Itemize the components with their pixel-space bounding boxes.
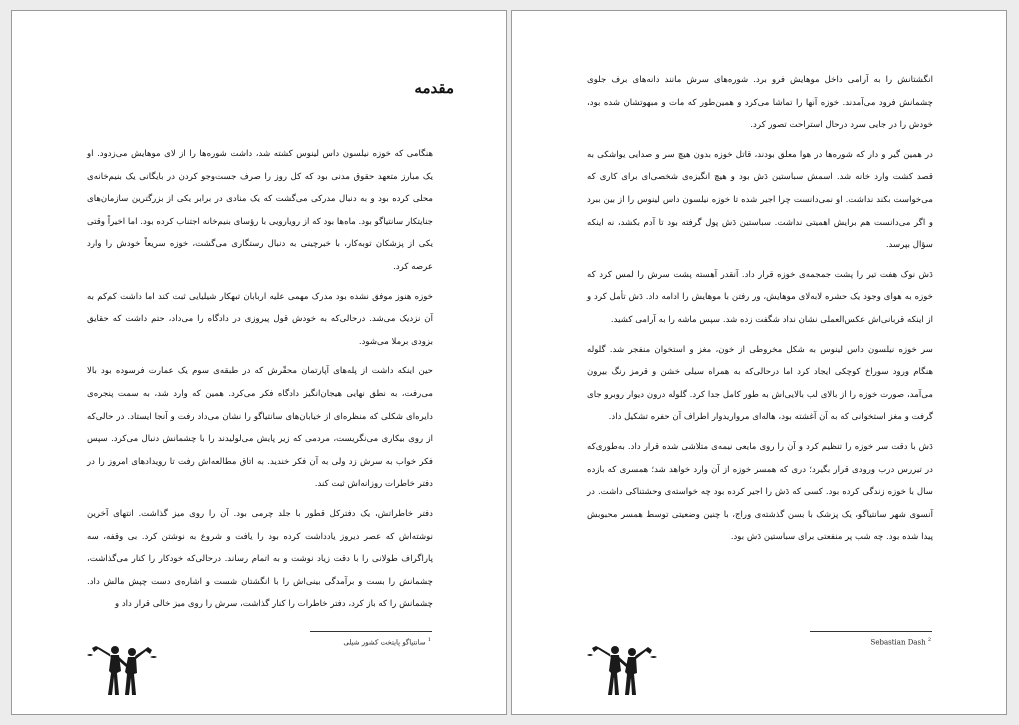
page-left: [11, 10, 507, 715]
paragraph: خوزه هنوز موفق نشده بود مدرک مهمی علیه اربابان تبهکار شیلیایی ثبت کند اما داشت کم‌کم به آن نزدیک می‌شد. درحالی‌که به خودش قول پیروزی در دادگاه را می‌داد، حتم داشت که حقایق بزودی برملا می‌شود.: [87, 291, 433, 347]
paragraph: انگشتانش را به آرامی داخل موهایش فرو برد. شوره‌های سرش مانند دانه‌های برف جلوی چشمانش فرود می‌آمدند. خوزه آنها را تماشا می‌کرد و همین‌طور که مات و مبهوتشان شده بود، خودش را در جایی سرد درحال استراحت تصور کرد.: [587, 75, 933, 131]
left-body-text: [87, 143, 433, 623]
right-body-text: [587, 69, 933, 556]
footnote-mark: 1: [427, 637, 431, 643]
paragraph: هنگامی که خوزه نیلسون داس لینوس کشته شد، داشت شوره‌ها را از لای موهایش می‌زدود. او یک مبارز متعهد حقوق مدنی بود که کل روز را صرف جست‌وجو کردن در بایگانی یک بنیم‌خانه‌ی محلی کرده بود و به دنبال مدرکی می‌گشت که یک منادی در برابر یکی از بزرگترین سازمان‌های جنایتکار سانتیاگو بود. ماه‌ها بود که از رویارویی با رؤسای بنیم‌خانه اجتناب کرده بود. اما اخیراً وقتی یکی از پزشکان توبه‌کار، با خبرچینی به دنبال رستگاری می‌گشت، خوزه سریعاً خودش را وارد عرصه کرد.: [87, 149, 433, 272]
paragraph: دَش نوک هفت تیر را پشت جمجمه‌ی خوزه قرار داد. آنقدر آهسته پشت سرش را لمس کرد که خوزه به هوای وجود یک حشره لابه‌لای موهایش، ور رفتن با موهایش را ادامه داد. دَش تأمل کرد و از اینکه قربانی‌اش عکس‌العملی نشان نداد شگفت زده شد. سپس ماشه را به آرامی کشید.: [587, 269, 933, 325]
paragraph: دفتر خاطراتش، یک دفترکل قطور با جلد چرمی بود. آن را روی میز گذاشت. انتهای آخرین نوشته‌اش که عصر دیروز یادداشت کرده بود را یافت و شروع به نوشتن کرد. بی وقفه، سه پاراگراف طولانی را با دقت زیاد نوشت و به اتمام رساند. درحالی‌که خودکار را کنار می‌گذاشت، چشمانش را بست و برآمدگی بینی‌اش را با انگشتان شست و اشاره‌ی دست چپش مالش داد. چشمانش را که باز کرد، دفتر خاطرات را کنار گذاشت، سرش را روی میز خالی قرار داد و: [87, 508, 433, 610]
paragraph: در همین گیر و دار که شوره‌ها در هوا معلق بودند، قاتل خوزه بدون هیچ سر و صدایی یواشکی به قصد کشت وارد خانه شد. اسمش سباستین دَش بود و هیچ انگیزه‌ی شخصی‌ای برای کاری که می‌خواست بکند نداشت. او نمی‌دانست چرا اجیر شده تا خوزه نیلسون داس لینوس را از بین ببرد و اگر می‌دانست هم برایش اهمیتی نداشت. سباستین دَش پول گرفته بود تا آدم بکشد، نه اینکه سؤال بپرسد.: [587, 149, 933, 251]
footnote-text: سانتیاگو پایتخت کشور شیلی: [343, 638, 426, 647]
footnote-divider: [310, 631, 432, 632]
twin-figures-silhouette-icon: [586, 643, 658, 697]
footnote-divider: [810, 631, 932, 632]
paragraph: حین اینکه داشت از پله‌های آپارتمان محقّرش که در طبقه‌ی سوم یک عمارت فرسوده بود بالا می‌رفت، به نطق نهایی هیجان‌انگیز دادگاه فکر می‌کرد. همین که وارد شد، به سمت پنجره‌ی دایره‌ای شکلی که منظره‌ای از خیابان‌های سانتیاگو را نشان می‌داد رفت و آنجا ایستاد. در حالی‌که از روی بیکاری می‌نگریست، مردمی که زیر پایش می‌لولیدند را با چشمانش دنبال می‌کرد. سپس فکر خواب به سرش زد ولی به آن فکر خندید. به اتاق مطالعه‌اش رفت تا رویدادهای امروز را در دفتر خاطرات روزانه‌اش ثبت کند.: [87, 366, 433, 490]
footnote: [343, 635, 431, 648]
footnote-text: Sebastian Dash: [870, 638, 926, 647]
footnote: [871, 635, 931, 648]
paragraph: دَش با دقت سر خوزه را تنظیم کرد و آن را روی مایعی نیمه‌ی متلاشی شده قرار داد. به‌طوری‌که در تیررس درب ورودی قرار بگیرد؛ دری که همسر خوزه از آن وارد خواهد شد؛ همسری که بازده سال با خوزه زندگی کرده بود. کسی که دَش را اجیر کرده بود چه خواسته‌ی وحشتناکی داشت. در آنسوی شهر سانتیاگو، یک پزشک با بسن گذشته‌ی وراج، با چنین وضعیتی توسط همسر محبوبش پیدا شده بود. چه شب پر منفعتی برای سباستین دَش بود.: [587, 441, 933, 543]
paragraph: سر خوزه نیلسون داس لینوس به شکل مخروطی از خون، مغز و استخوان منفجر شد. گلوله هنگام ورود سوراخ کوچکی ایجاد کرد اما درحالی‌که به همراه سیلی خشن و قرمز رنگ بیرون می‌آمد، صورت خوزه را از بالای لب بالایی‌اش به طور کامل جدا کرد. گلوله درون دیوار روبرو جای گرفت و مغز استخوانی که به آن آغشته بود، هاله‌ای مرواریدوار اطراف آن حفره تشکیل داد.: [587, 344, 933, 423]
twin-figures-silhouette-icon: [86, 643, 158, 697]
chapter-title: مقدمه: [414, 79, 454, 97]
page-right: [511, 10, 1007, 715]
footnote-mark: 2: [927, 637, 931, 643]
